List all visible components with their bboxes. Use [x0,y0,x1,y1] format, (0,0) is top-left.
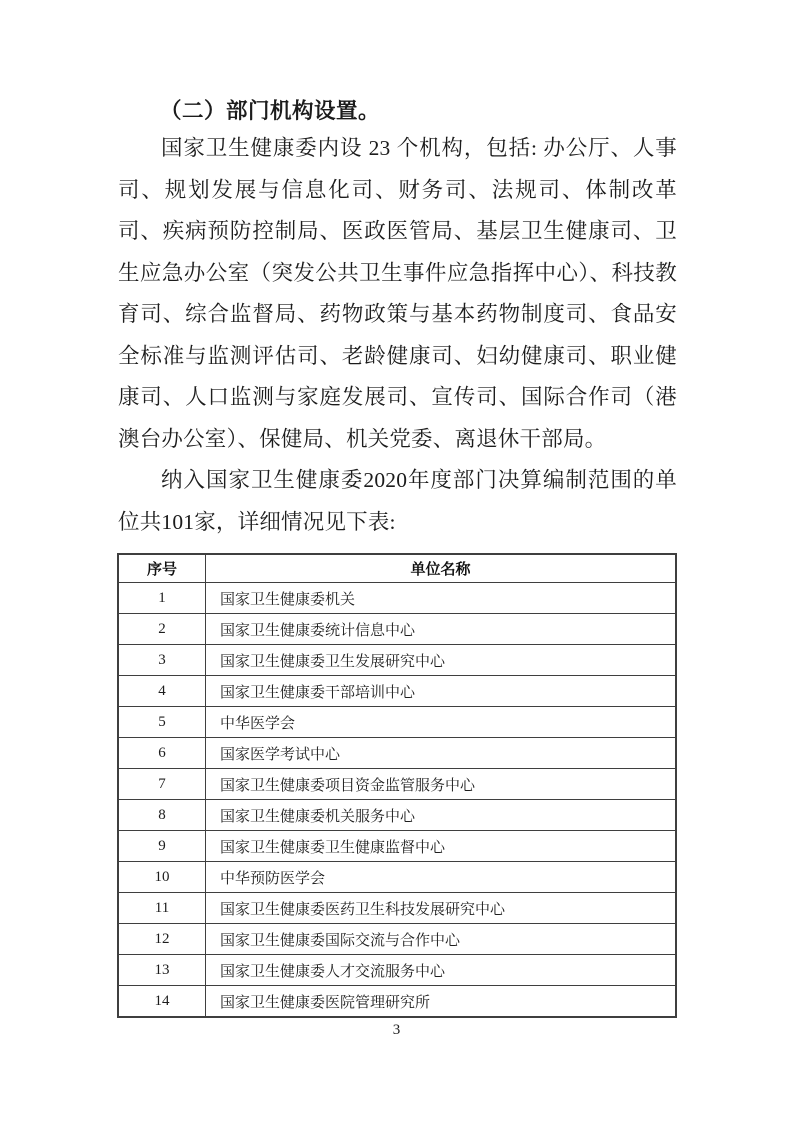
unit-name: 国家卫生健康委机关服务中心 [206,800,677,831]
unit-name: 中华预防医学会 [206,862,677,893]
column-header-unit-name: 单位名称 [206,554,677,583]
table-row [118,769,676,800]
unit-name: 国家卫生健康委卫生发展研究中心 [206,645,677,676]
row-index: 6 [118,738,206,769]
unit-name: 国家卫生健康委人才交流服务中心 [206,955,677,986]
table-row [118,676,676,707]
unit-name: 国家医学考试中心 [206,738,677,769]
unit-name: 国家卫生健康委干部培训中心 [206,676,677,707]
unit-name: 国家卫生健康委医院管理研究所 [206,986,677,1018]
unit-name: 国家卫生健康委国际交流与合作中心 [206,924,677,955]
row-index: 9 [118,831,206,862]
units-table-header [118,554,676,583]
table-row [118,924,676,955]
table-row [118,831,676,862]
row-index: 11 [118,893,206,924]
header-row [118,554,676,583]
page-number: 3 [392,1022,401,1038]
unit-name: 国家卫生健康委卫生健康监督中心 [206,831,677,862]
row-index: 7 [118,769,206,800]
table-row [118,707,676,738]
table-row [118,986,676,1018]
table-row [118,583,676,614]
row-index: 14 [118,986,206,1018]
table-row [118,645,676,676]
paragraph-internal-organs: 国家卫生健康委内设 23 个机构，包括: 办公厅、人事司、规划发展与信息化司、财务司、法规司、体制改革司、疾病预防控制局、医政医管局、基层卫生健康司、卫生应急办公室（突发公共卫生事件应急指挥中心）、科技教育司、综合监督局、药物政策与基本药物制度司、食品安全标准与监测评估司、老龄健康司、妇幼健康司、职业健康司、人口监测与家庭发展司、宣传司、国际合作司（港澳台办公室）、保健局、机关党委、离退休干部局。 [118,136,677,451]
row-index: 8 [118,800,206,831]
section-heading: （二）部门机构设置。 [160,99,381,123]
table-row [118,893,676,924]
row-index: 12 [118,924,206,955]
table-row [118,955,676,986]
table-row [118,862,676,893]
row-index: 1 [118,583,206,614]
table-row [118,738,676,769]
row-index: 5 [118,707,206,738]
row-index: 2 [118,614,206,645]
unit-name: 国家卫生健康委机关 [206,583,677,614]
unit-name: 中华医学会 [206,707,677,738]
table-row [118,614,676,645]
unit-name: 国家卫生健康委统计信息中心 [206,614,677,645]
row-index: 3 [118,645,206,676]
table-row [118,800,676,831]
column-header-index: 序号 [118,554,206,583]
unit-name: 国家卫生健康委医药卫生科技发展研究中心 [206,893,677,924]
row-index: 10 [118,862,206,893]
unit-name: 国家卫生健康委项目资金监管服务中心 [206,769,677,800]
row-index: 13 [118,955,206,986]
units-table-body [118,583,676,1018]
row-index: 4 [118,676,206,707]
units-table [117,553,677,1018]
paragraph-budget-scope: 纳入国家卫生健康委2020年度部门决算编制范围的单位共101家，详细情况见下表: [118,468,677,534]
